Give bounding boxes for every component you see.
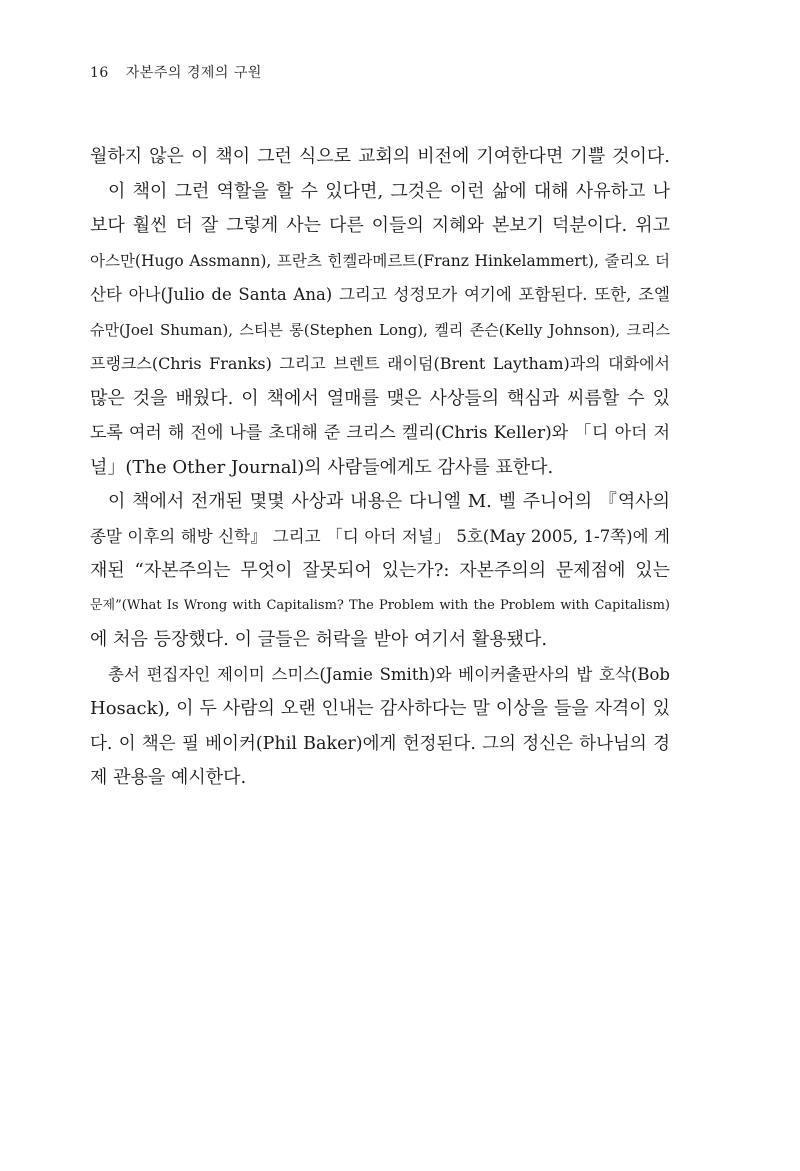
- text-line-12: 종말 이후의 해방 신학』 그리고 「디 아더 저널」 5호(May 2005, 1-7쪽)에 게: [90, 526, 670, 546]
- text-line-11: 이 책에서 전개된 몇몇 사상과 내용은 다니엘 M. 벨 주니어의 『역사의: [108, 491, 670, 512]
- text-line-13: 재된 “자본주의는 무엇이 잘못되어 있는가?: 자본주의의 문제점에 있는: [90, 560, 670, 581]
- text-line-10: 널」(The Other Journal)의 사람들에게도 감사를 표한다.: [90, 456, 554, 478]
- text-line-9: 도록 여러 해 전에 나를 초대해 준 크리스 켈리(Chris Keller)와 「디 아더 저: [90, 423, 670, 443]
- running-header: [90, 62, 262, 82]
- text-line-19: 제 관용을 예시한다.: [90, 767, 247, 788]
- text-line-15: 에 처음 등장했다. 이 글들은 허락을 받아 여기서 활용됐다.: [90, 629, 548, 650]
- text-line-3: 보다 훨씬 더 잘 그렇게 사는 다른 이들의 지혜와 본보기 덕분이다. 위고: [90, 215, 670, 236]
- running-title: 자본주의 경제의 구원: [125, 65, 262, 81]
- text-line-18: 다. 이 책은 필 베이커(Phil Baker)에게 헌정된다. 그의 정신은 하나님의 경: [90, 733, 670, 754]
- text-line-2: 이 책이 그런 역할을 할 수 있다면, 그것은 이런 삶에 대해 사유하고 나: [108, 180, 670, 202]
- body-text: [90, 140, 670, 796]
- page-number: 16: [90, 65, 109, 81]
- text-line-8: 많은 것을 배웠다. 이 책에서 열매를 맺은 사상들의 핵심과 씨름할 수 있: [90, 387, 670, 409]
- text-line-17: Hosack), 이 두 사람의 오랜 인내는 감사하다는 말 이상을 들을 자격이 있: [90, 698, 670, 719]
- text-line-7: 프랭크스(Chris Franks) 그리고 브렌트 래이덤(Brent Laytham)과의 대화에서: [90, 354, 670, 373]
- text-line-1: 월하지 않은 이 책이 그런 식으로 교회의 비전에 기여한다면 기쁠 것이다.: [90, 146, 670, 167]
- text-line-4: 아스만(Hugo Assmann), 프란츠 힌켈라메르트(Franz Hinkelammert), 줄리오 더: [90, 251, 670, 270]
- text-line-5: 산타 아나(Julio de Santa Ana) 그리고 성정모가 여기에 포함된다. 또한, 조엘: [90, 285, 670, 304]
- text-line-6: 슈만(Joel Shuman), 스티븐 롱(Stephen Long), 켈리 존슨(Kelly Johnson), 크리스: [90, 320, 670, 339]
- text-line-14: 문제”(What Is Wrong with Capitalism? The Problem with the Problem with Capitalism): [90, 597, 670, 613]
- text-line-16: 총서 편집자인 제이미 스미스(Jamie Smith)와 베이커출판사의 밥 호삭(Bob: [108, 664, 670, 684]
